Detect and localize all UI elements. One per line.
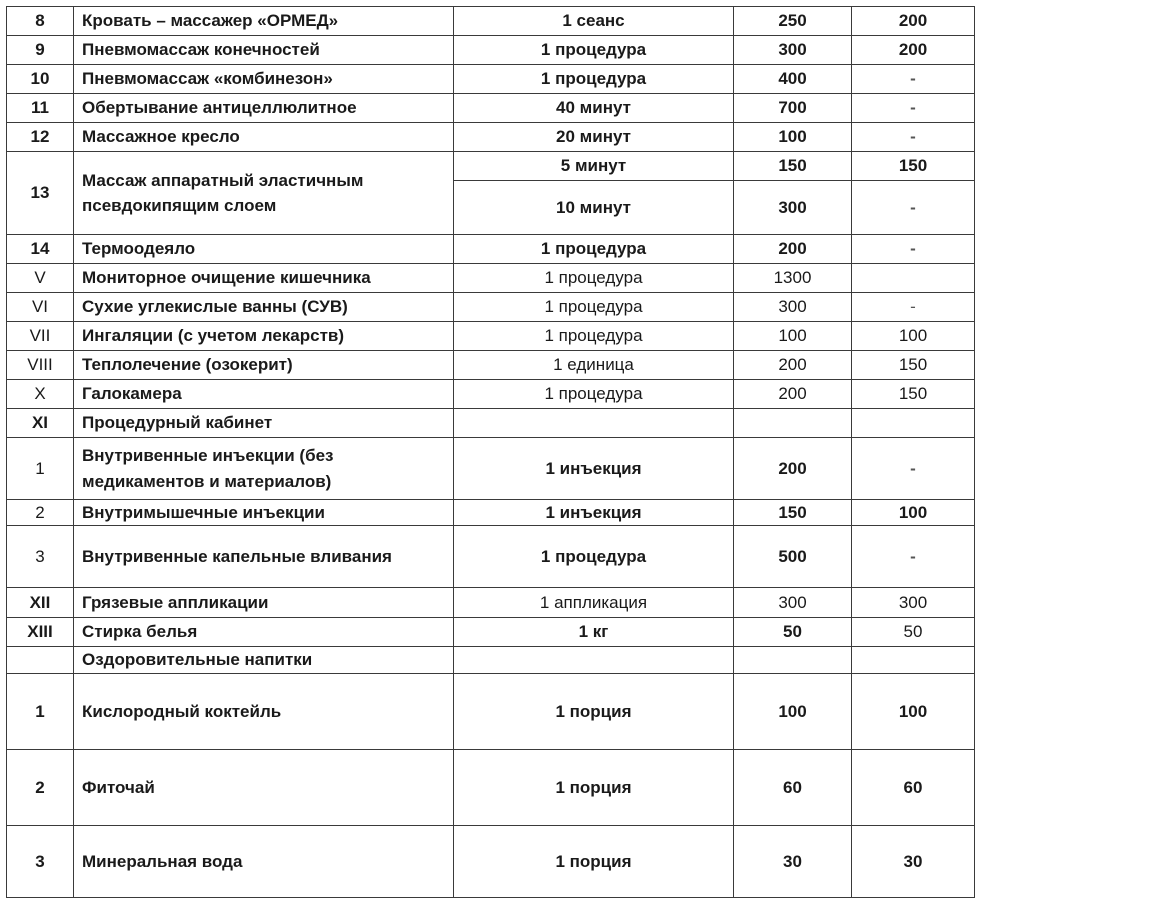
service-name: Обертывание антицеллюлитное [74,94,454,123]
service-unit [454,647,734,674]
price-primary: 500 [734,526,852,588]
price-secondary: - [852,526,975,588]
table-row [7,526,975,588]
price-secondary: - [852,123,975,152]
table-row [7,123,975,152]
service-unit: 1 кг [454,618,734,647]
table-row [7,647,975,674]
price-secondary: 60 [852,750,975,826]
service-name: Внутримышечные инъекции [74,500,454,526]
price-primary: 60 [734,750,852,826]
service-name: Мониторное очищение кишечника [74,264,454,293]
service-unit: 1 сеанс [454,7,734,36]
service-name: Внутривенные инъекции (без медикаментов и материалов) [74,438,454,500]
price-secondary: - [852,293,975,322]
price-primary: 1300 [734,264,852,293]
table-row [7,500,975,526]
service-unit: 1 процедура [454,235,734,264]
row-number: 13 [7,152,74,235]
price-secondary: - [852,438,975,500]
price-primary [734,409,852,438]
row-number: XI [7,409,74,438]
service-name: Фиточай [74,750,454,826]
service-unit [454,409,734,438]
table-row [7,322,975,351]
table-row [7,235,975,264]
price-primary: 400 [734,65,852,94]
price-secondary: 50 [852,618,975,647]
row-number [7,647,74,674]
service-unit: 1 порция [454,674,734,750]
service-name: Ингаляции (с учетом лекарств) [74,322,454,351]
service-name: Стирка белья [74,618,454,647]
service-unit: 1 процедура [454,36,734,65]
price-secondary: - [852,181,975,235]
service-name: Пневмомассаж конечностей [74,36,454,65]
service-name: Сухие углекислые ванны (СУВ) [74,293,454,322]
service-unit: 1 процедура [454,526,734,588]
table-row [7,36,975,65]
service-name: Массажное кресло [74,123,454,152]
service-name: Пневмомассаж «комбинезон» [74,65,454,94]
table-row [7,293,975,322]
service-unit: 1 процедура [454,65,734,94]
row-number: X [7,380,74,409]
price-secondary: - [852,235,975,264]
price-secondary: 100 [852,674,975,750]
service-name: Термоодеяло [74,235,454,264]
price-primary: 300 [734,181,852,235]
row-number: 12 [7,123,74,152]
price-primary: 300 [734,293,852,322]
table-row [7,7,975,36]
price-secondary: - [852,94,975,123]
service-unit: 20 минут [454,123,734,152]
service-name: Грязевые аппликации [74,588,454,618]
row-number: VI [7,293,74,322]
row-number: 2 [7,500,74,526]
service-unit: 1 инъекция [454,500,734,526]
price-primary: 200 [734,235,852,264]
price-secondary: 100 [852,322,975,351]
service-unit: 1 процедура [454,293,734,322]
row-number: XIII [7,618,74,647]
row-number: 1 [7,438,74,500]
service-unit: 1 единица [454,351,734,380]
row-number: 3 [7,826,74,898]
table-row [7,750,975,826]
service-name: Кислородный коктейль [74,674,454,750]
service-name: Минеральная вода [74,826,454,898]
table-row [7,674,975,750]
service-name: Галокамера [74,380,454,409]
table-row [7,152,975,181]
table-row [7,94,975,123]
table-row [7,618,975,647]
service-name: Кровать – массажер «ОРМЕД» [74,7,454,36]
price-secondary: 150 [852,380,975,409]
price-primary: 150 [734,500,852,526]
row-number: V [7,264,74,293]
price-primary: 30 [734,826,852,898]
price-secondary: 300 [852,588,975,618]
service-unit: 1 аппликация [454,588,734,618]
row-number: 1 [7,674,74,750]
service-unit: 40 минут [454,94,734,123]
price-secondary: 200 [852,36,975,65]
service-unit: 1 порция [454,826,734,898]
row-number: 11 [7,94,74,123]
service-name: Массаж аппаратный эластичным псевдокипящим слоем [74,152,454,235]
service-unit: 1 процедура [454,264,734,293]
row-number: 8 [7,7,74,36]
price-secondary: 150 [852,351,975,380]
price-primary: 100 [734,123,852,152]
service-unit: 1 инъекция [454,438,734,500]
price-primary [734,647,852,674]
row-number: 2 [7,750,74,826]
row-number: 3 [7,526,74,588]
section-title: Оздоровительные напитки [74,647,454,674]
table-row [7,351,975,380]
row-number: VII [7,322,74,351]
table-row [7,380,975,409]
price-secondary: - [852,65,975,94]
row-number: 14 [7,235,74,264]
price-primary: 200 [734,380,852,409]
table-row [7,438,975,500]
price-primary: 100 [734,322,852,351]
service-unit: 10 минут [454,181,734,235]
price-primary: 50 [734,618,852,647]
table-row [7,65,975,94]
row-number: 9 [7,36,74,65]
price-primary: 300 [734,588,852,618]
price-primary: 150 [734,152,852,181]
table-row [7,409,975,438]
price-table [6,6,975,898]
price-secondary [852,264,975,293]
row-number: 10 [7,65,74,94]
price-primary: 200 [734,438,852,500]
service-name: Внутривенные капельные вливания [74,526,454,588]
row-number: XII [7,588,74,618]
row-number: VIII [7,351,74,380]
price-secondary [852,647,975,674]
price-secondary: 30 [852,826,975,898]
price-primary: 250 [734,7,852,36]
service-name: Теплолечение (озокерит) [74,351,454,380]
table-row [7,588,975,618]
section-title: Процедурный кабинет [74,409,454,438]
table-row [7,826,975,898]
price-secondary: 150 [852,152,975,181]
price-primary: 300 [734,36,852,65]
price-secondary: 100 [852,500,975,526]
table-row [7,264,975,293]
price-secondary [852,409,975,438]
price-secondary: 200 [852,7,975,36]
service-unit: 1 процедура [454,380,734,409]
price-primary: 700 [734,94,852,123]
service-unit: 1 процедура [454,322,734,351]
service-unit: 5 минут [454,152,734,181]
price-primary: 200 [734,351,852,380]
price-primary: 100 [734,674,852,750]
price-list-sheet [6,6,974,898]
service-unit: 1 порция [454,750,734,826]
